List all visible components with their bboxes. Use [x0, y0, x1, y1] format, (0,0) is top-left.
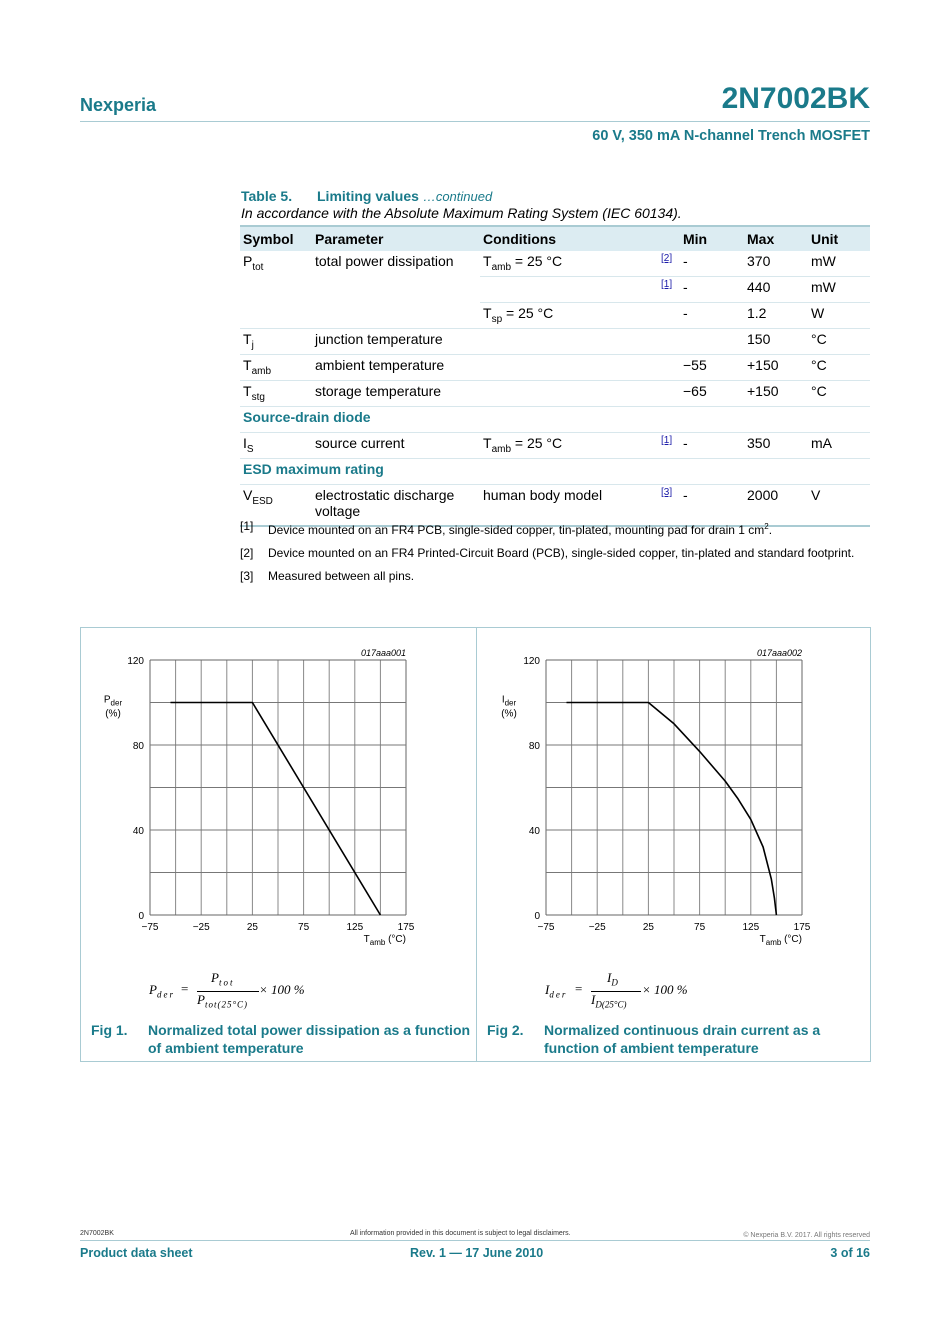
- cell-symbol: $V_{ESD}$: [240, 485, 312, 527]
- cell-max: 2000: [744, 485, 808, 527]
- y-tick-label: 80: [132, 741, 144, 752]
- y-axis-unit: (%): [105, 708, 121, 720]
- document-subtitle: 60 V, 350 mA N-channel Trench MOSFET: [592, 128, 870, 144]
- footer-page-number: 3 of 16: [830, 1246, 870, 1260]
- cell-min: -: [680, 303, 744, 329]
- y-tick-label: 120: [523, 656, 540, 667]
- cell-min: −55: [680, 355, 744, 381]
- x-tick-label: 125: [346, 922, 364, 933]
- chart-current-derating: [477, 628, 871, 958]
- cell-symbol: [240, 277, 312, 303]
- derating-curve: [567, 703, 777, 916]
- cell-parameter: [312, 303, 480, 329]
- cell-conditions: $T_{sp} = 25$ °C: [480, 303, 658, 329]
- cell-ref: [658, 277, 680, 303]
- figure-1-caption: Fig 1. Normalized total power dissipation as a function of ambient temperature: [91, 1022, 471, 1056]
- table-title: [241, 188, 492, 204]
- table-row: [240, 251, 870, 277]
- cell-unit: °C: [808, 329, 870, 355]
- cell-parameter: electrostatic discharge voltage: [312, 485, 480, 527]
- brand-name: Nexperia: [80, 95, 157, 115]
- x-axis-label: $T_{amb}$ (°C): [759, 934, 802, 947]
- figure-1: [81, 628, 475, 1061]
- col-max: Max: [744, 226, 808, 251]
- limiting-values-table: [240, 225, 870, 527]
- cell-min: -: [680, 251, 744, 277]
- header-divider: [80, 121, 870, 122]
- table-row: [240, 329, 870, 355]
- cell-ref: [658, 355, 680, 381]
- formula-ider: $I_{der}$ = $I_D$ $I_{D(25^\circ C)}$ × 100 %: [545, 970, 688, 1010]
- col-min: Min: [680, 226, 744, 251]
- table-row: [240, 433, 870, 459]
- cell-unit: mA: [808, 433, 870, 459]
- cell-symbol: $T_{stg}$: [240, 381, 312, 407]
- cell-conditions: [480, 277, 658, 303]
- x-tick-label: −25: [192, 922, 210, 933]
- footnote-link-3[interactable]: [3]: [661, 487, 673, 498]
- x-axis-label: $T_{amb}$ (°C): [363, 934, 406, 947]
- y-tick-label: 0: [534, 911, 540, 922]
- section-row-esd: [240, 459, 870, 485]
- y-axis-label: $I_{der}$: [501, 694, 517, 708]
- x-tick-label: 125: [742, 922, 760, 933]
- cell-symbol: $T_{amb}$: [240, 355, 312, 381]
- x-tick-label: 25: [642, 922, 654, 933]
- cell-conditions: [480, 381, 658, 407]
- cell-parameter: total power dissipation: [315, 253, 454, 269]
- table-row: [240, 381, 870, 407]
- col-symbol: Symbol: [240, 226, 312, 251]
- table-row: [240, 355, 870, 381]
- footnote-link-1[interactable]: [1]: [661, 279, 673, 290]
- cell-min: [680, 329, 744, 355]
- cell-conditions: $T_{amb} = 25$ °C: [480, 251, 658, 277]
- cell-symbol: $T_j$: [240, 329, 312, 355]
- cell-max: +150: [744, 381, 808, 407]
- cell-max: 370: [744, 251, 808, 277]
- figure-code: 017aaa002: [756, 648, 802, 658]
- y-axis-label: $P_{der}$: [103, 694, 123, 708]
- cell-min: -: [680, 485, 744, 527]
- note-3: [3] Measured between all pins.: [240, 569, 415, 583]
- cell-max: 440: [744, 277, 808, 303]
- y-tick-label: 120: [127, 656, 144, 667]
- part-number: 2N7002BK: [721, 82, 870, 115]
- x-tick-label: 25: [246, 922, 258, 933]
- col-conditions: Conditions: [480, 226, 658, 251]
- cell-conditions: [480, 355, 658, 381]
- footnote-link-2[interactable]: [2]: [661, 253, 673, 264]
- cell-ref: [658, 303, 680, 329]
- x-tick-label: −25: [588, 922, 606, 933]
- section-heading: Source-drain diode: [240, 407, 870, 433]
- cell-max: +150: [744, 355, 808, 381]
- footer-disclaimer: All information provided in this document is subject to legal disclaimers.: [350, 1230, 571, 1237]
- table-subtitle: In accordance with the Absolute Maximum Rating System (IEC 60134).: [241, 205, 682, 221]
- cell-min: −65: [680, 381, 744, 407]
- table-continued: …continued: [422, 189, 493, 204]
- table-number: Table 5.: [241, 188, 293, 204]
- figure-2-caption: Fig 2. Normalized continuous drain current as a function of ambient temperature: [487, 1022, 821, 1056]
- x-tick-label: 75: [694, 922, 706, 933]
- col-unit: Unit: [808, 226, 870, 251]
- col-parameter: Parameter: [312, 226, 480, 251]
- table-row: [240, 303, 870, 329]
- cell-ref: [658, 381, 680, 407]
- footer-doc-type: Product data sheet: [80, 1246, 193, 1260]
- x-tick-label: −75: [141, 922, 159, 933]
- cell-parameter: [312, 277, 480, 303]
- y-axis-unit: (%): [501, 708, 517, 720]
- table-notes: [240, 519, 870, 592]
- cell-conditions: [480, 329, 658, 355]
- table-row: [240, 277, 870, 303]
- cell-symbol: [240, 303, 312, 329]
- x-tick-label: −75: [537, 922, 555, 933]
- chart-power-derating: [81, 628, 475, 958]
- cell-unit: °C: [808, 381, 870, 407]
- note-2: [2] Device mounted on an FR4 Printed-Circuit Board (PCB), single-sided copper, tin-plated and standard footprint.: [240, 546, 855, 560]
- footer-copyright: © Nexperia B.V. 2017. All rights reserved: [743, 1232, 870, 1239]
- y-tick-label: 0: [138, 911, 144, 922]
- figure-2: [476, 628, 871, 1061]
- cell-symbol: $P_{tot}$: [243, 253, 264, 273]
- cell-unit: mW: [808, 251, 870, 277]
- cell-ref: [658, 329, 680, 355]
- cell-parameter: source current: [312, 433, 480, 459]
- footer-revision: Rev. 1 — 17 June 2010: [410, 1246, 544, 1260]
- cell-unit: V: [808, 485, 870, 527]
- x-tick-label: 175: [793, 922, 811, 933]
- y-tick-label: 40: [528, 826, 540, 837]
- y-tick-label: 80: [528, 741, 540, 752]
- y-tick-label: 40: [132, 826, 144, 837]
- cell-symbol: $I_S$: [240, 433, 312, 459]
- formula-pder: $P_{der}$ = $P_{tot}$ $P_{tot(25^\circ C)}$ × 100 %: [149, 970, 305, 1010]
- cell-max: 150: [744, 329, 808, 355]
- cell-min: -: [680, 433, 744, 459]
- x-tick-label: 75: [298, 922, 310, 933]
- cell-conditions: $T_{amb} = 25$ °C: [480, 433, 658, 459]
- cell-conditions: human body model: [480, 485, 658, 527]
- footer-divider: [80, 1240, 870, 1241]
- col-ref: [658, 226, 680, 251]
- derating-curve: [171, 703, 381, 916]
- cell-unit: °C: [808, 355, 870, 381]
- cell-min: -: [680, 277, 744, 303]
- note-1: [1] Device mounted on an FR4 PCB, single-sided copper, tin-plated, mounting pad for drain 1 $cm^2$.: [240, 519, 773, 537]
- figures-box: [80, 627, 871, 1062]
- cell-max: 350: [744, 433, 808, 459]
- table-header-row: [240, 226, 870, 251]
- cell-parameter: ambient temperature: [312, 355, 480, 381]
- cell-parameter: junction temperature: [312, 329, 480, 355]
- cell-unit: mW: [808, 277, 870, 303]
- x-tick-label: 175: [397, 922, 415, 933]
- table-name: Limiting values: [317, 188, 419, 204]
- cell-ref: [658, 433, 680, 459]
- section-heading: ESD maximum rating: [240, 459, 870, 485]
- figure-code: 017aaa001: [360, 648, 406, 658]
- cell-parameter: storage temperature: [312, 381, 480, 407]
- footnote-link-1[interactable]: [1]: [661, 435, 673, 446]
- footer-doc-id: 2N7002BK: [80, 1230, 114, 1237]
- cell-ref: [658, 251, 680, 277]
- cell-max: 1.2: [744, 303, 808, 329]
- cell-unit: W: [808, 303, 870, 329]
- section-row-source-drain: [240, 407, 870, 433]
